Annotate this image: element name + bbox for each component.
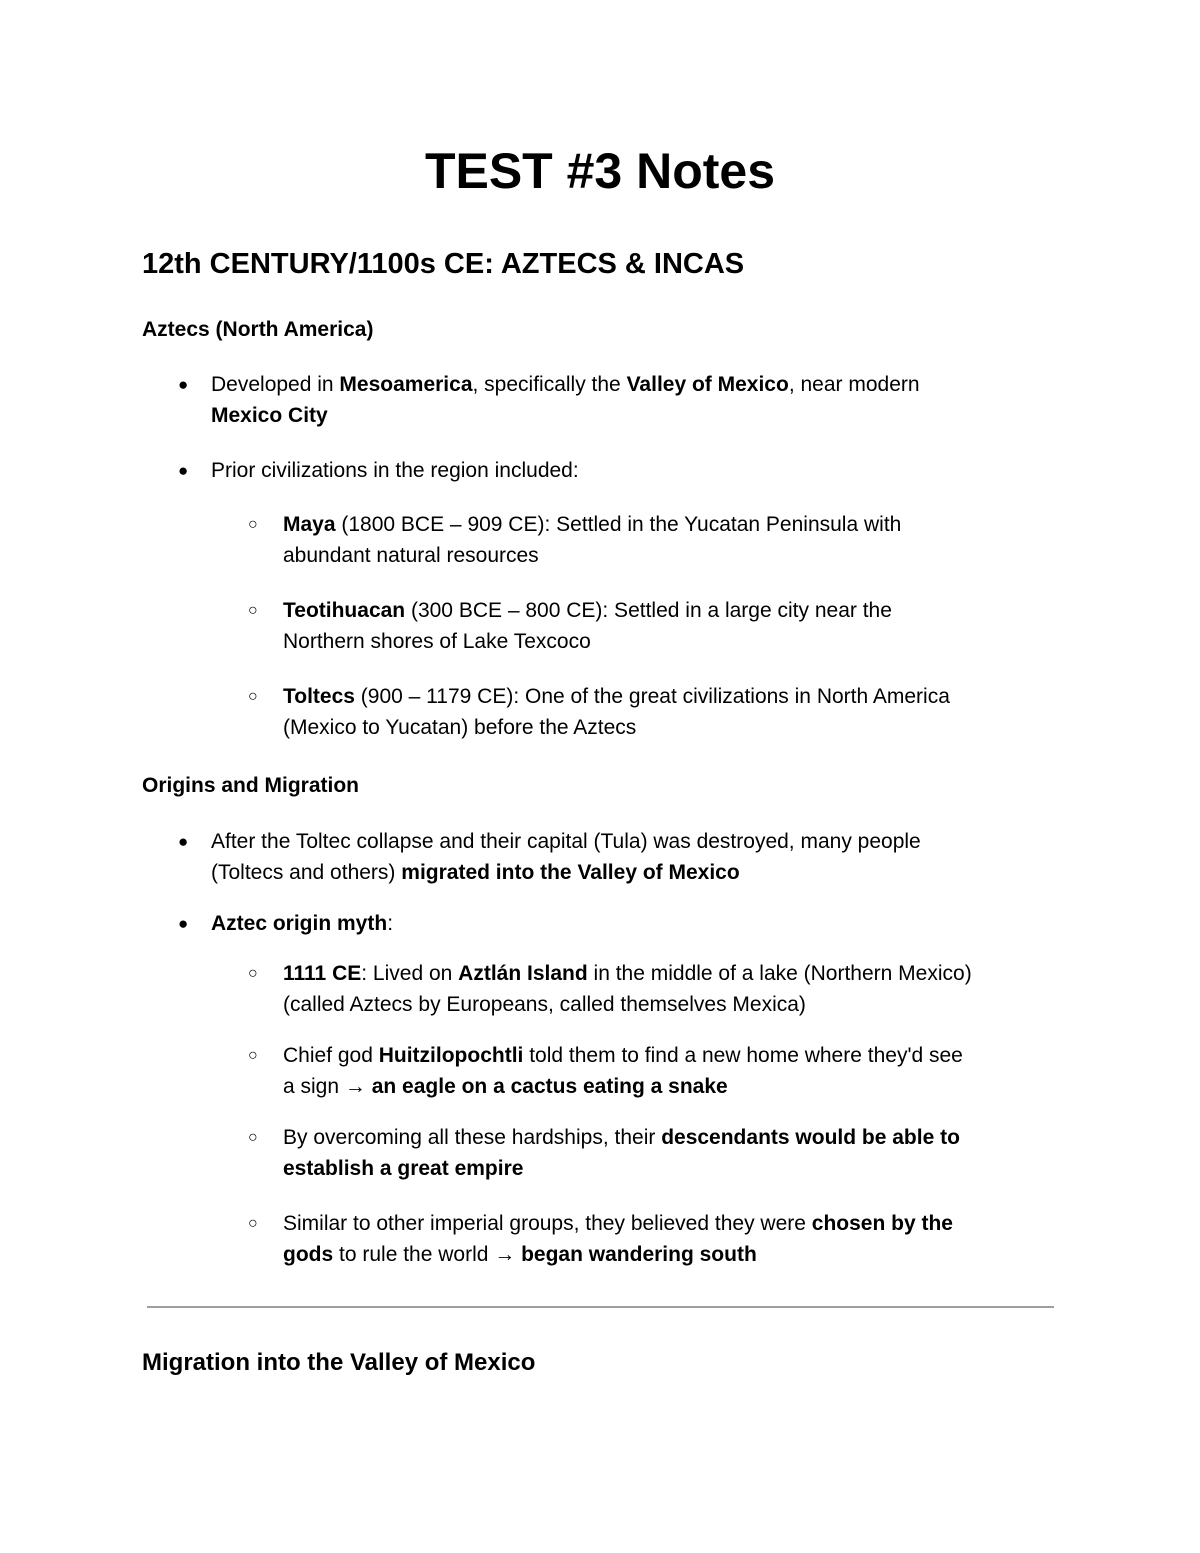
text-run: (Toltecs and others) <box>211 861 402 884</box>
bold-run: Mesoamerica <box>339 373 473 396</box>
list-item-toltec-collapse-cont <box>211 857 740 888</box>
page-title: TEST #3 Notes <box>424 143 776 199</box>
bullet-dot-icon: ● <box>178 832 189 851</box>
sub-item-maya-cont: abundant natural resources <box>283 544 539 567</box>
bullet-dot-icon: ● <box>178 461 189 480</box>
section-heading: 12th CENTURY/1100s CE: AZTECS & INCAS <box>142 248 745 280</box>
list-item-prior: Prior civilizations in the region included: <box>211 459 579 482</box>
bold-run: establish a great empire <box>283 1157 524 1180</box>
sub-item-toltecs-cont: (Mexico to Yucatan) before the Aztecs <box>283 716 637 739</box>
bullet-circle-icon: ○ <box>248 516 258 533</box>
bold-run: 1111 CE <box>283 962 362 985</box>
bullet-circle-icon: ○ <box>248 965 258 982</box>
text-run: (300 BCE – 800 CE): Settled in a large city near the <box>405 599 892 622</box>
sub-item-chosen-cont <box>283 1239 757 1270</box>
text-run: , near modern <box>788 373 920 396</box>
text-run: to rule the world → <box>333 1243 522 1266</box>
sub-item-hardships <box>283 1122 960 1153</box>
list-item-toltec-collapse: After the Toltec collapse and their capital (Tula) was destroyed, many people <box>211 830 921 853</box>
bold-run: Valley of Mexico <box>626 373 789 396</box>
bold-run: Aztlán Island <box>458 962 588 985</box>
bold-run: Teotihuacan <box>283 599 406 622</box>
bullet-circle-icon: ○ <box>248 1129 258 1146</box>
bullet-circle-icon: ○ <box>248 1215 258 1232</box>
text-run: (1800 BCE – 909 CE): Settled in the Yucatan Peninsula with <box>335 513 902 536</box>
bold-run: Huitzilopochtli <box>378 1044 524 1067</box>
text-run: : Lived on <box>361 962 459 985</box>
bold-run: Mexico City <box>211 404 328 427</box>
sub-item-toltecs <box>283 681 950 712</box>
list-item-developed <box>211 369 920 400</box>
origins-heading: Origins and Migration <box>142 774 360 797</box>
bullet-dot-icon: ● <box>178 375 189 394</box>
text-run: a sign → <box>283 1075 372 1098</box>
bold-run: migrated into the Valley of Mexico <box>401 861 740 884</box>
bold-run: Toltecs <box>283 685 355 708</box>
sub-item-1111 <box>283 958 972 989</box>
list-item-developed-cont <box>211 400 328 431</box>
sub-item-maya <box>283 509 901 540</box>
sub-item-1111-cont: (called Aztecs by Europeans, called themselves Mexica) <box>283 993 806 1016</box>
bold-run: an eagle on a cactus eating a snake <box>371 1075 728 1098</box>
bullet-dot-icon: ● <box>178 914 189 933</box>
sub-item-chief-god-cont <box>283 1071 728 1102</box>
text-run: told them to find a new home where they'd see <box>523 1044 963 1067</box>
text-run: , specifically the <box>472 373 627 396</box>
bold-run: Aztec origin myth <box>211 912 388 935</box>
bullet-circle-icon: ○ <box>248 688 258 705</box>
bold-run: chosen by the <box>811 1212 953 1235</box>
sub-item-teotihuacan <box>283 595 892 626</box>
bold-run: gods <box>283 1243 334 1266</box>
migration-heading: Migration into the Valley of Mexico <box>142 1349 536 1376</box>
bullet-circle-icon: ○ <box>248 602 258 619</box>
aztecs-heading: Aztecs (North America) <box>142 318 374 341</box>
bold-run: Maya <box>283 513 336 536</box>
horizontal-divider <box>147 1306 1054 1308</box>
sub-item-hardships-cont <box>283 1153 523 1184</box>
text-run: Similar to other imperial groups, they believed they were <box>283 1212 812 1235</box>
sub-item-teotihuacan-cont: Northern shores of Lake Texcoco <box>283 630 591 653</box>
text-run: By overcoming all these hardships, their <box>283 1126 662 1149</box>
bold-run: began wandering south <box>521 1243 757 1266</box>
text-run: (900 – 1179 CE): One of the great civilizations in North America <box>354 685 950 708</box>
list-item-origin-myth <box>211 908 393 939</box>
text-run: Chief god <box>283 1044 379 1067</box>
sub-item-chief-god <box>283 1040 963 1071</box>
bullet-circle-icon: ○ <box>248 1047 258 1064</box>
text-run: in the middle of a lake (Northern Mexico) <box>587 962 972 985</box>
sub-item-chosen <box>283 1208 953 1239</box>
text-run: : <box>387 912 394 935</box>
bold-run: descendants would be able to <box>661 1126 960 1149</box>
text-run: Developed in <box>211 373 340 396</box>
